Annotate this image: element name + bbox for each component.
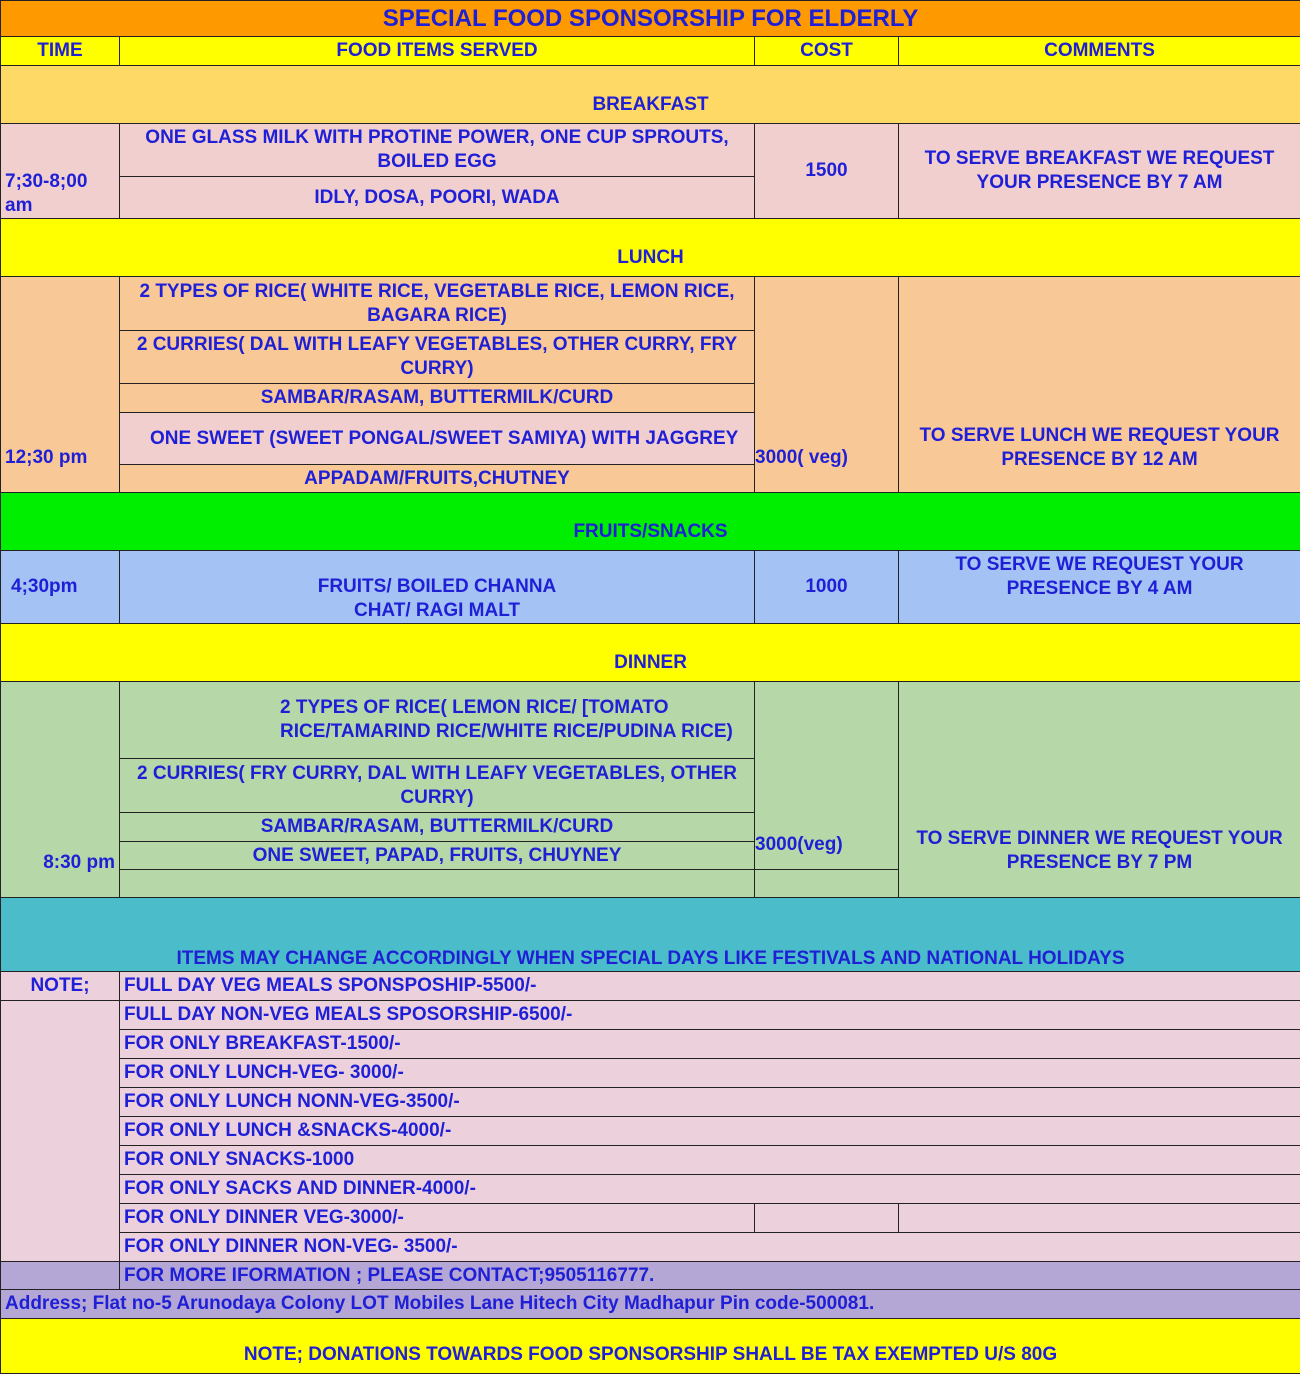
lunch-cost: 3000( veg) [755,277,899,493]
breakfast-time: 7;30-8;00 am [1,124,120,219]
lunch-comment: TO SERVE LUNCH WE REQUEST YOUR PRESENCE BY 12 AM [899,277,1300,493]
lunch-time: 12;30 pm [1,277,120,493]
dinner-comment: TO SERVE DINNER WE REQUEST YOUR PRESENCE BY 7 PM [899,682,1300,898]
price-item: FOR ONLY SNACKS-1000 [120,1146,1300,1175]
section-dinner: DINNER [1,624,1300,682]
price-item: FOR ONLY LUNCH NONN-VEG-3500/- [120,1088,1300,1117]
price-empty-cell [755,1204,899,1233]
price-item: FOR ONLY DINNER VEG-3000/- [120,1204,755,1233]
header-food: FOOD ITEMS SERVED [120,37,755,66]
contact-empty-cell [1,1262,120,1290]
snacks-item: FRUITS/ BOILED CHANNA CHAT/ RAGI MALT [120,551,755,624]
dinner-item: ONE SWEET, PAPAD, FRUITS, CHUYNEY [120,842,755,870]
notes-empty-cell [1,1001,120,1262]
contact-info: FOR MORE IFORMATION ; PLEASE CONTACT;9505116777. [120,1262,1300,1290]
price-item: FOR ONLY BREAKFAST-1500/- [120,1030,1300,1059]
dinner-empty-cell [755,870,899,898]
breakfast-item: IDLY, DOSA, POORI, WADA [120,177,755,219]
tax-note: NOTE; DONATIONS TOWARDS FOOD SPONSORSHIP SHALL BE TAX EXEMPTED U/S 80G [1,1319,1300,1374]
breakfast-comment: TO SERVE BREAKFAST WE REQUEST YOUR PRESENCE BY 7 AM [899,124,1300,219]
lunch-item: 2 CURRIES( DAL WITH LEAFY VEGETABLES, OTHER CURRY, FRY CURRY) [120,331,755,384]
section-breakfast: BREAKFAST [1,66,1300,124]
special-days-note: ITEMS MAY CHANGE ACCORDINGLY WHEN SPECIAL DAYS LIKE FESTIVALS AND NATIONAL HOLIDAYS [1,898,1300,972]
page-title: SPECIAL FOOD SPONSORSHIP FOR ELDERLY [1,1,1300,37]
breakfast-item: ONE GLASS MILK WITH PROTINE POWER, ONE CUP SPROUTS, BOILED EGG [120,124,755,177]
dinner-item: 2 CURRIES( FRY CURRY, DAL WITH LEAFY VEGETABLES, OTHER CURRY) [120,759,755,813]
lunch-item: 2 TYPES OF RICE( WHITE RICE, VEGETABLE RICE, LEMON RICE, BAGARA RICE) [120,277,755,331]
section-lunch: LUNCH [1,219,1300,277]
snacks-time: 4;30pm [1,551,120,624]
price-item: FULL DAY NON-VEG MEALS SPOSORSHIP-6500/- [120,1001,1300,1030]
dinner-item: 2 TYPES OF RICE( LEMON RICE/ [TOMATO RICE/TAMARIND RICE/WHITE RICE/PUDINA RICE) [120,682,755,759]
address: Address; Flat no-5 Arunodaya Colony LOT Mobiles Lane Hitech City Madhapur Pin code-500081. [1,1290,1300,1319]
snacks-cost: 1000 [755,551,899,624]
price-item: FOR ONLY DINNER NON-VEG- 3500/- [120,1233,1300,1262]
price-item: FOR ONLY LUNCH-VEG- 3000/- [120,1059,1300,1088]
price-item: FULL DAY VEG MEALS SPONSPOSHIP-5500/- [120,972,1300,1001]
lunch-item: ONE SWEET (SWEET PONGAL/SWEET SAMIYA) WITH JAGGREY [120,413,755,465]
dinner-cost: 3000(veg) [755,682,899,870]
dinner-item: SAMBAR/RASAM, BUTTERMILK/CURD [120,813,755,842]
snacks-comment: TO SERVE WE REQUEST YOUR PRESENCE BY 4 AM [899,551,1300,624]
lunch-item: APPADAM/FRUITS,CHUTNEY [120,465,755,493]
price-empty-cell [899,1204,1300,1233]
header-time: TIME [1,37,120,66]
dinner-empty-cell [120,870,755,898]
section-snacks: FRUITS/SNACKS [1,493,1300,551]
price-item: FOR ONLY LUNCH &SNACKS-4000/- [120,1117,1300,1146]
dinner-time: 8:30 pm [1,682,120,898]
breakfast-cost: 1500 [755,124,899,219]
lunch-item: SAMBAR/RASAM, BUTTERMILK/CURD [120,384,755,413]
header-comments: COMMENTS [899,37,1300,66]
price-item: FOR ONLY SACKS AND DINNER-4000/- [120,1175,1300,1204]
note-label: NOTE; [1,972,120,1001]
header-cost: COST [755,37,899,66]
